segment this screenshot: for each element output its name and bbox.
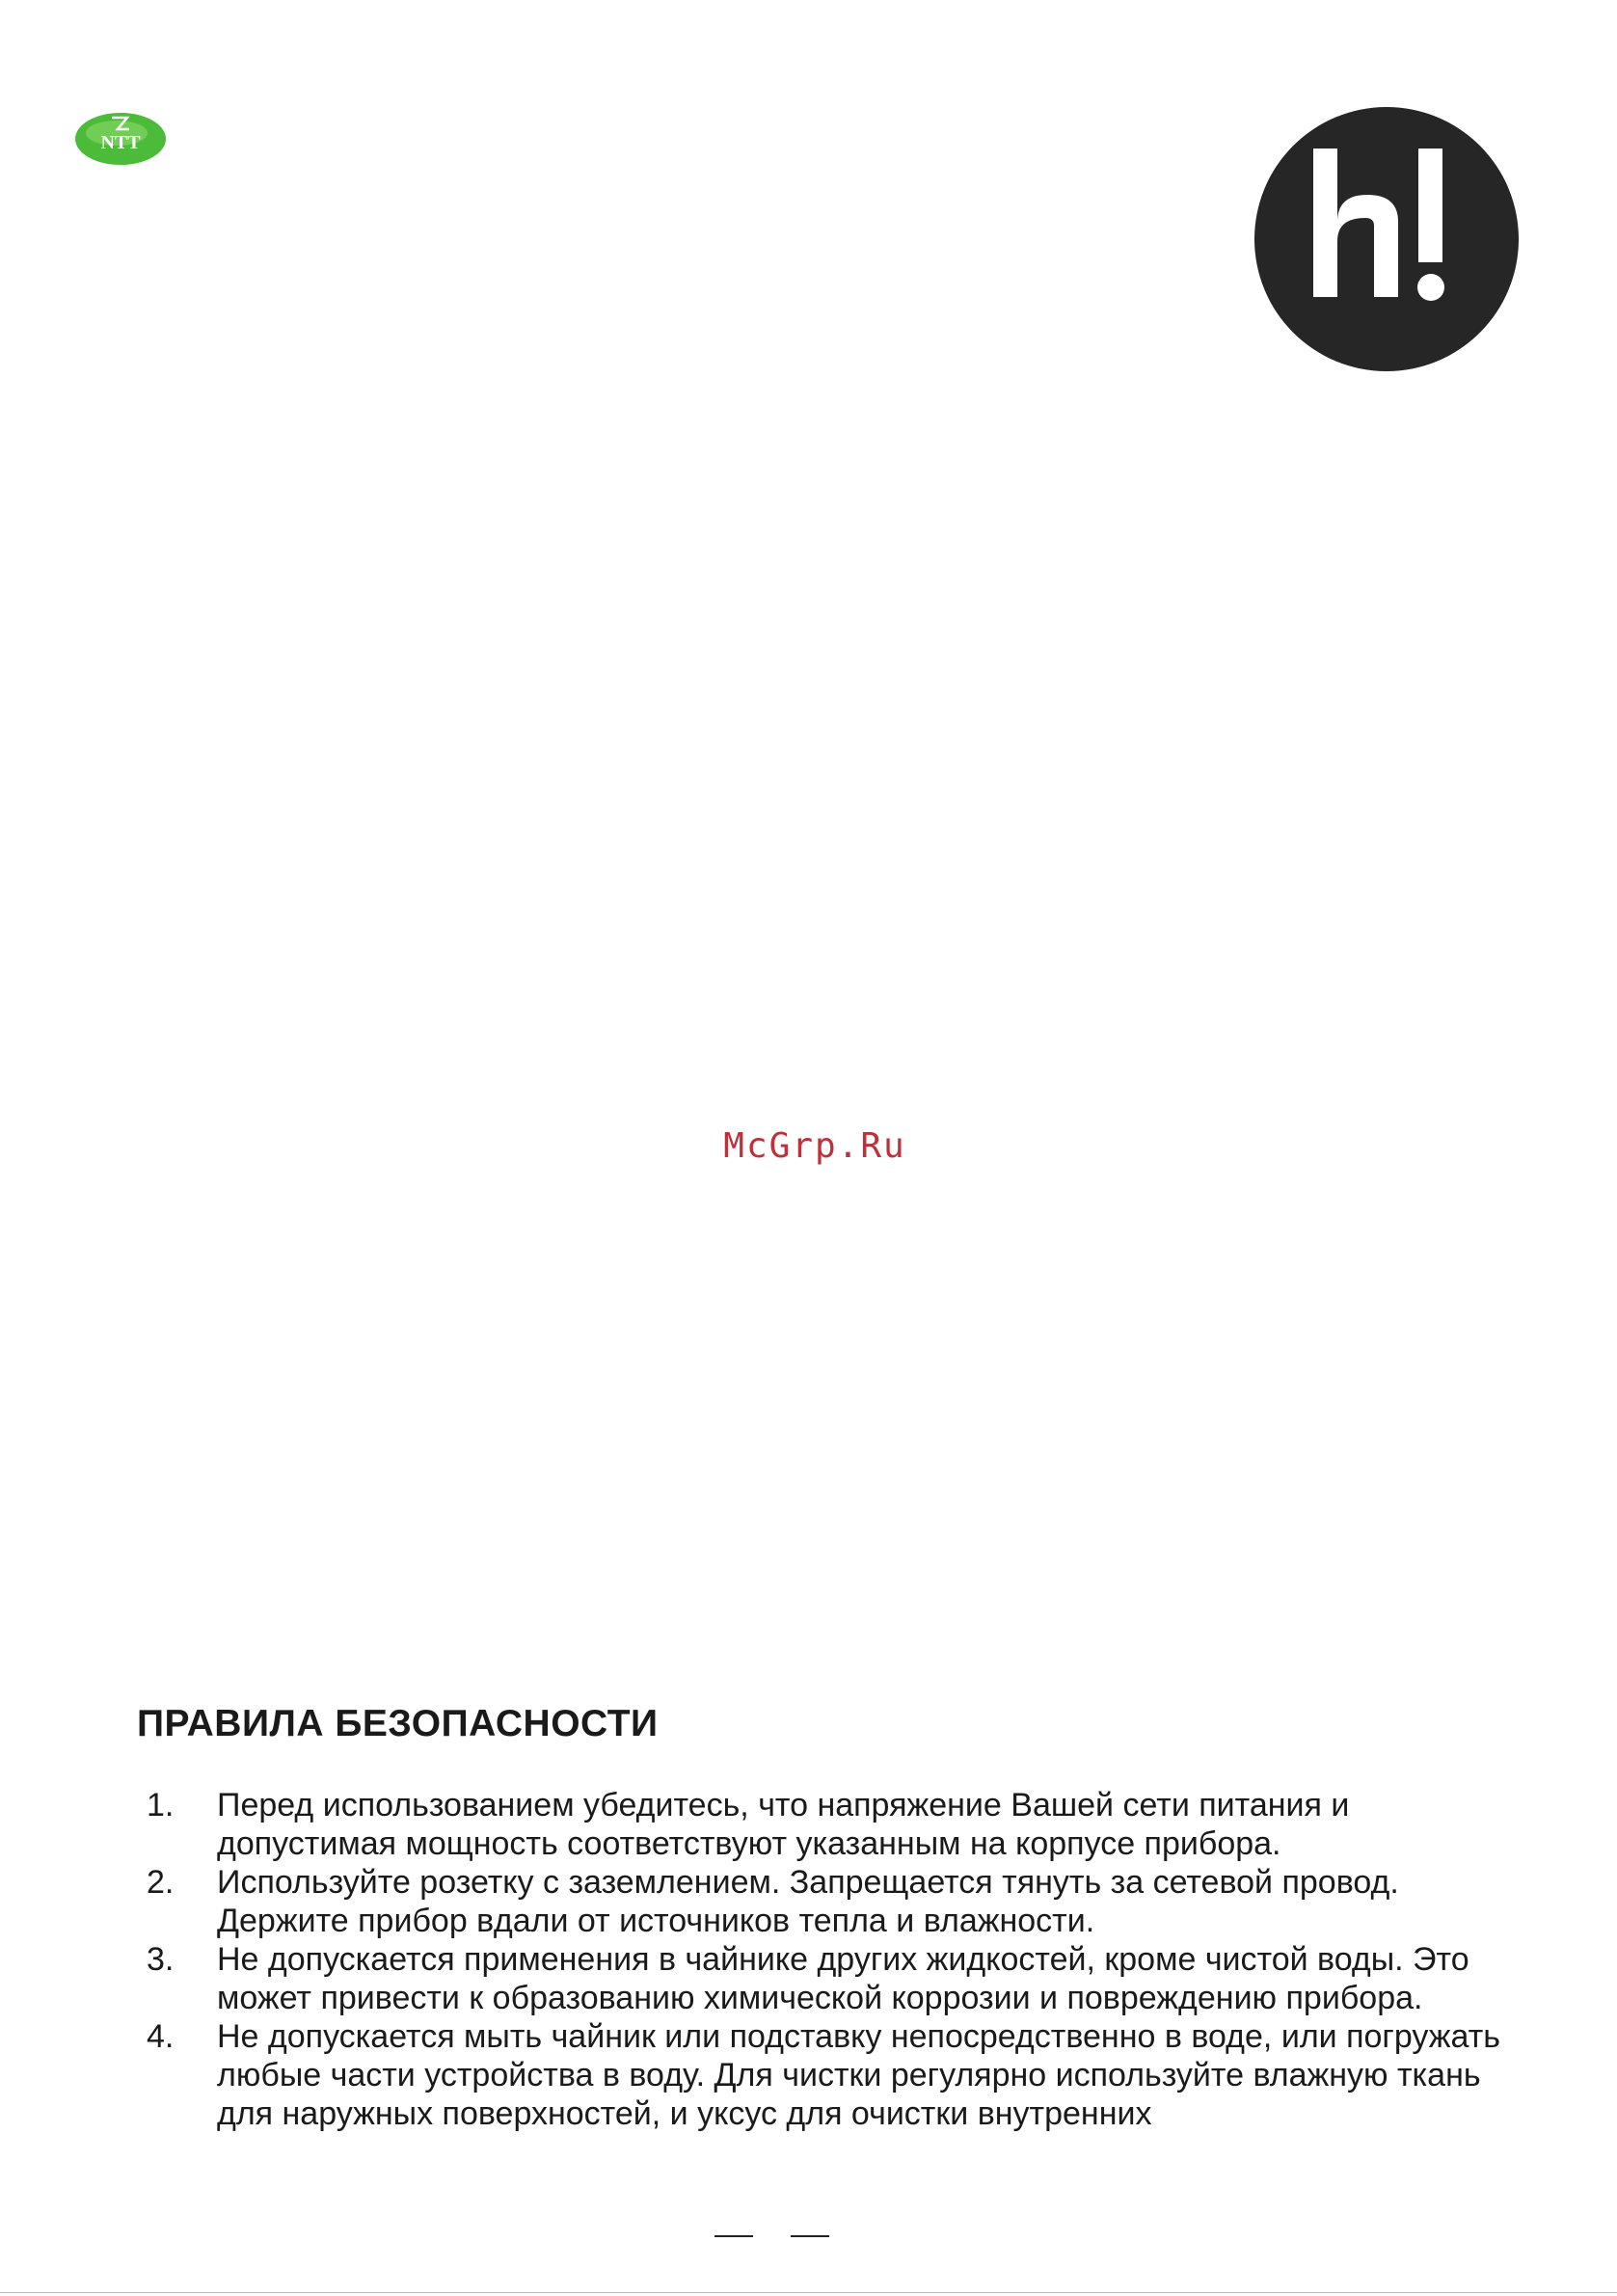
page-footer-dash-right bbox=[791, 2235, 829, 2237]
section-title: ПРАВИЛА БЕЗОПАСНОСТИ bbox=[137, 1703, 659, 1744]
rule-text: Перед использованием убедитесь, что напряжение Вашей сети питания и допустимая мощность соответствуют указанным на корпусе прибора. bbox=[217, 1787, 1350, 1862]
rule-text: Используйте розетку с заземлением. Запрещается тянуть за сетевой провод. Держите прибор вдали от источников тепла и влажности. bbox=[217, 1864, 1399, 1939]
page-footer-dash-left bbox=[714, 2235, 753, 2237]
hi-logo-icon bbox=[1253, 106, 1520, 372]
rule-number: 1. bbox=[147, 1787, 175, 1823]
list-item bbox=[147, 2017, 1516, 2133]
watermark-text: McGrp.Ru bbox=[723, 1126, 906, 1166]
bottom-divider bbox=[0, 2292, 1617, 2293]
rule-text: Не допускается мыть чайник или подставку непосредственно в воде, или погружать любые части устройства в воду. Для чистки регулярно используйте влажную ткань для наружных поверхностей, и уксус для очистки внутренних bbox=[217, 2018, 1500, 2132]
safety-rules-list bbox=[147, 1786, 1516, 2133]
list-item bbox=[147, 1863, 1516, 1940]
rule-number: 2. bbox=[147, 1864, 175, 1901]
ntt-logo-icon bbox=[73, 110, 168, 168]
list-item bbox=[147, 1786, 1516, 1863]
list-item bbox=[147, 1940, 1516, 2017]
ntt-logo-text: NTT bbox=[100, 132, 141, 153]
rule-number: 4. bbox=[147, 2018, 175, 2055]
rule-number: 3. bbox=[147, 1941, 175, 1978]
rule-text: Не допускается применения в чайнике других жидкостей, кроме чистой воды. Это может привести к образованию химической коррозии и повреждению прибора. bbox=[217, 1941, 1469, 2016]
